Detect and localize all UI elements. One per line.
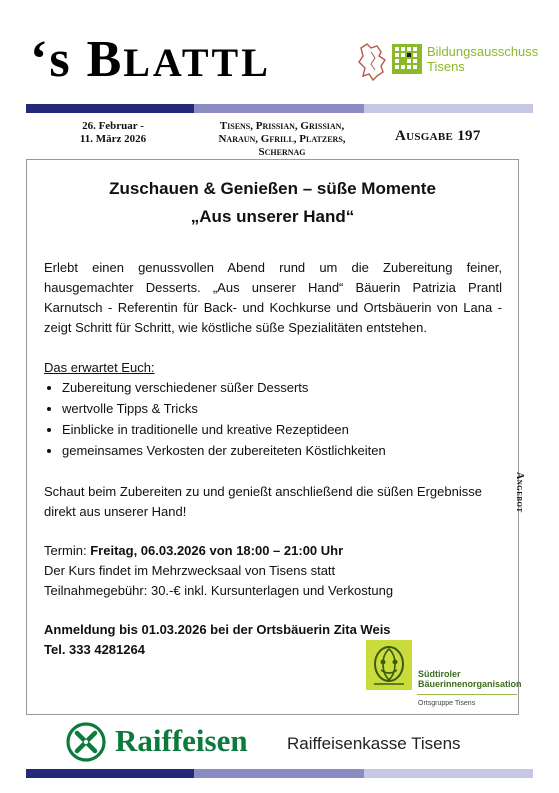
headline-line1: Zuschauen & Genießen – süße Momente <box>109 179 436 198</box>
baeuerinnen-divider <box>417 694 517 695</box>
masthead-initial: B <box>86 31 124 88</box>
registration-info <box>44 620 502 660</box>
masthead-title <box>30 30 271 93</box>
registration-phone: Tel. 333 4281264 <box>44 642 145 657</box>
event-termin <box>44 541 502 561</box>
bildungsausschuss-label <box>427 44 538 74</box>
list-item: • wertvolle Tipps & Tricks <box>62 398 502 419</box>
bottom-bar-mid <box>194 769 364 778</box>
event-details <box>44 541 502 601</box>
top-bar-mid <box>194 104 364 113</box>
top-bar-dark <box>26 104 194 113</box>
baeuerinnen-line2: Bäuerinnenorganisation <box>418 679 522 689</box>
article-intro: Erlebt einen genussvollen Abend rund um die Zubereitung feiner, hausgemachter Desserts. „Aus unserer Hand“ Bäuerin Patrizia Prantl Karnutsch - Referentin für Back- und Kochkurse und Ortsbäuerin von Lana - zeigt Schritt für Schritt, wie köstliche süße Spezialitäten entstehen. <box>44 260 502 335</box>
issue-date <box>48 120 178 146</box>
masthead-rest: LATTL <box>123 40 271 85</box>
issue-date-line2: 11. März 2026 <box>79 133 147 145</box>
event-location: Der Kurs findet im Mehrzwecksaal von Tisens statt <box>44 563 336 578</box>
masthead-apostrophe-s: ‘s <box>30 31 72 88</box>
issue-places <box>192 120 372 159</box>
raiffeisen-logo-icon <box>66 722 106 762</box>
issue-date-line1: 26. Februar - <box>82 120 144 132</box>
list-item: • gemeinsames Verkosten der zubereiteten Köstlichkeiten <box>62 440 502 461</box>
registration-deadline: Anmeldung bis 01.03.2026 bei der Ortsbäuerin Zita Weis <box>44 622 391 637</box>
expect-list <box>44 377 502 461</box>
region-map-icon <box>357 42 389 82</box>
list-item: • Einblicke in traditionelle und kreative Rezeptideen <box>62 419 502 440</box>
termin-value: Freitag, 06.03.2026 von 18:00 – 21:00 Uhr <box>90 543 344 558</box>
bottom-bar-light <box>364 769 533 778</box>
section-side-label: Angebot <box>514 472 525 513</box>
issue-number: Ausgabe 197 <box>395 128 481 144</box>
raiffeisen-bank-name: Raiffeisenkasse Tisens <box>287 734 461 753</box>
issue-places-line1: Tisens, Prissian, Grissian, <box>219 120 345 132</box>
bildungsausschuss-logo-icon <box>392 44 422 74</box>
issue-places-line3: Schernag <box>258 146 306 158</box>
bottom-bar-dark <box>26 769 194 778</box>
termin-label: Termin: <box>44 543 91 558</box>
raiffeisen-wordmark: Raiffeisen <box>115 723 248 758</box>
baeuerinnen-logo-icon <box>366 640 412 690</box>
headline-line2: „Aus unserer Hand“ <box>190 207 355 226</box>
bildungsausschuss-line1: Bildungsausschuss <box>427 44 539 59</box>
baeuerinnen-label <box>418 669 522 689</box>
baeuerinnen-sub: Ortsgruppe Tisens <box>418 700 476 707</box>
event-fee: Teilnahmegebühr: 30.-€ inkl. Kursunterlagen und Verkostung <box>44 583 394 598</box>
article-headline <box>26 175 519 231</box>
issue-places-line2: Naraun, Gfrill, Platzers, <box>218 133 346 145</box>
list-item: • Zubereitung verschiedener süßer Desserts <box>62 377 502 398</box>
expect-heading: Das erwartet Euch: <box>44 360 155 375</box>
bildungsausschuss-line2: Tisens <box>427 59 465 74</box>
article-closing: Schaut beim Zubereiten zu und genießt anschließend die süßen Ergebnisse direkt aus unserer Hand! <box>44 484 482 519</box>
top-bar-light <box>364 104 533 113</box>
baeuerinnen-line1: Südtiroler <box>418 669 461 679</box>
